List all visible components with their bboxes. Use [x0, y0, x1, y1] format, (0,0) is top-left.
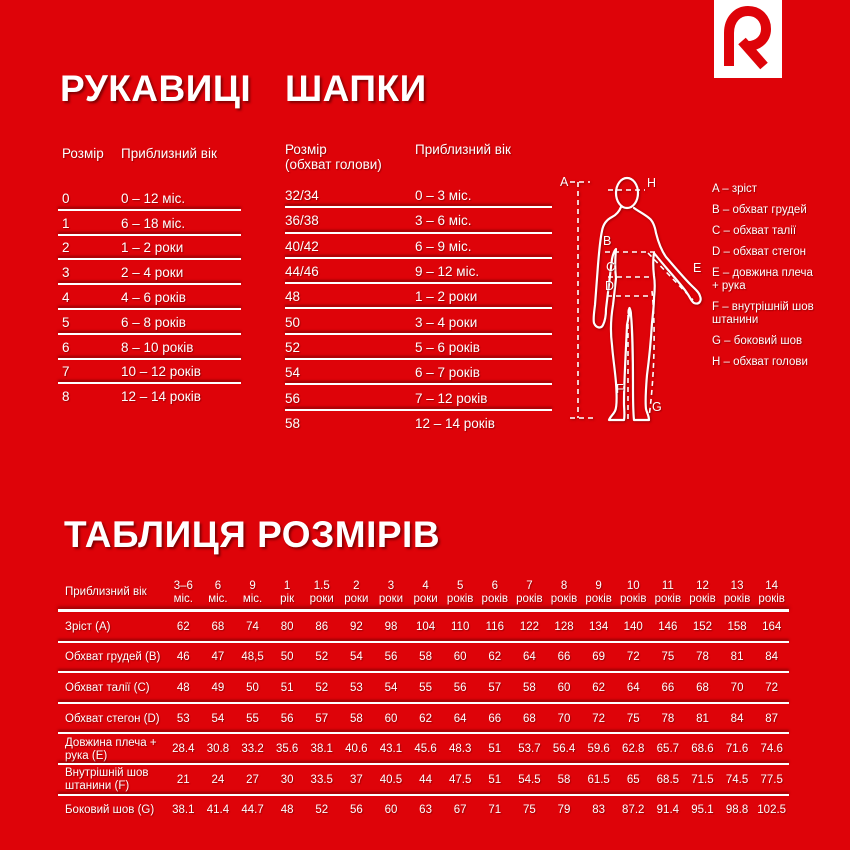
age-column-header — [408, 580, 443, 606]
cell-value: 110 — [451, 620, 470, 633]
legend-item: G – боковий шов — [712, 335, 803, 347]
cell-value: 27 — [246, 773, 259, 786]
age-column-unit: роки — [413, 592, 438, 605]
column-header-size-line2: (обхват голови) — [285, 157, 382, 172]
age-column-unit: років — [481, 592, 509, 605]
row-label: Боковий шов (G) — [65, 804, 155, 817]
cell-value: 41.4 — [206, 804, 230, 817]
age-column-unit: років — [654, 592, 682, 605]
cell-age: 12 – 14 років — [415, 415, 495, 431]
column-header-size-line1: Розмір — [285, 142, 327, 157]
cell-value: 68.6 — [691, 743, 714, 756]
age-column-value: 4 — [422, 579, 429, 592]
cell-value: 59.6 — [587, 743, 610, 756]
age-column-value: 3–6 — [173, 579, 193, 592]
hats-table — [285, 183, 552, 436]
measure-label-a: A — [560, 175, 569, 189]
column-header-size: Розмір — [62, 146, 104, 161]
age-column-unit: рік — [280, 592, 295, 605]
age-column-value: 7 — [526, 579, 533, 592]
cell-value: 140 — [623, 620, 643, 633]
age-column-header — [374, 580, 409, 606]
table-row — [58, 673, 789, 704]
age-column-value: 5 — [456, 579, 464, 592]
cell-value: 44 — [419, 773, 432, 786]
cell-value: 35.6 — [275, 743, 299, 756]
age-column-unit: років — [585, 592, 612, 605]
table-row — [285, 411, 552, 436]
cell-value: 56 — [280, 712, 294, 725]
cell-value: 37 — [349, 773, 363, 786]
measure-label-d: D — [605, 279, 615, 293]
cell-value: 56 — [453, 681, 467, 694]
cell-age: 3 – 4 роки — [415, 314, 478, 330]
table-row — [285, 284, 552, 309]
cell-value: 60 — [384, 712, 398, 725]
age-column-header — [547, 580, 582, 606]
table-row — [58, 285, 241, 310]
age-column-header — [512, 580, 547, 606]
age-column-header — [443, 580, 478, 606]
table-row — [285, 259, 552, 284]
cell-value: 53.7 — [518, 743, 541, 756]
cell-value: 164 — [762, 620, 782, 633]
cell-value: 104 — [415, 620, 436, 633]
cell-size: 32/34 — [285, 188, 319, 204]
age-column-unit: років — [619, 592, 647, 605]
age-column-value: 10 — [626, 579, 640, 592]
cell-value: 68.5 — [656, 773, 680, 786]
cell-value: 54.5 — [518, 773, 541, 786]
size-table — [58, 612, 789, 826]
cell-value: 71 — [488, 804, 502, 817]
table-row — [58, 310, 241, 335]
age-column-unit: років — [758, 592, 785, 605]
cell-age: 8 – 10 років — [121, 339, 194, 355]
cell-size: 56 — [285, 390, 301, 406]
cell-value: 72 — [626, 651, 640, 664]
cell-value: 158 — [727, 620, 747, 633]
cell-value: 57 — [488, 681, 502, 694]
cell-value: 66 — [661, 681, 675, 694]
cell-value: 62.8 — [622, 743, 645, 756]
cell-value: 74 — [246, 620, 259, 633]
cell-size: 1 — [62, 215, 70, 231]
mittens-table-header — [58, 146, 241, 161]
table-row — [58, 360, 241, 385]
cell-value: 56.4 — [552, 743, 576, 756]
table-row — [285, 183, 552, 208]
legend-item: C – обхват талії — [712, 225, 797, 237]
cell-value: 116 — [485, 620, 504, 633]
cell-size: 52 — [285, 339, 301, 355]
measure-label-c: C — [606, 260, 616, 274]
cell-value: 71.6 — [725, 743, 749, 756]
cell-value: 61.5 — [587, 773, 610, 786]
age-column-unit: років — [516, 592, 543, 605]
age-column-value: 11 — [661, 579, 674, 592]
cell-age: 0 – 3 міс. — [415, 188, 472, 204]
cell-value: 80 — [280, 620, 294, 633]
cell-age: 12 – 14 років — [121, 389, 201, 405]
legend-item: B – обхват грудей — [712, 204, 807, 216]
age-column-header — [685, 580, 720, 606]
cell-value: 68 — [696, 681, 709, 694]
measure-label-g: G — [652, 400, 662, 414]
cell-value: 45.6 — [414, 743, 437, 756]
cell-size: 0 — [62, 190, 70, 206]
cell-value: 67 — [453, 804, 467, 817]
r-monogram-icon — [714, 0, 782, 78]
cell-size: 6 — [62, 339, 70, 355]
table-row — [58, 211, 241, 236]
cell-value: 48 — [176, 681, 190, 694]
age-column-header — [166, 580, 201, 606]
age-column-value: 13 — [730, 579, 744, 592]
table-row — [58, 734, 789, 765]
age-column-header — [754, 580, 789, 606]
table-row — [285, 335, 552, 360]
cell-size: 5 — [62, 314, 70, 330]
cell-size: 40/42 — [285, 238, 319, 254]
cell-value: 54 — [211, 712, 225, 725]
table-row — [285, 385, 552, 410]
cell-value: 47.5 — [448, 773, 472, 786]
cell-age: 9 – 12 міс. — [415, 264, 480, 280]
cell-value: 152 — [692, 620, 713, 633]
column-header-age: Приблизний вік — [415, 142, 511, 157]
cell-value: 58 — [349, 712, 363, 725]
cell-value: 65.7 — [656, 743, 680, 756]
cell-value: 72 — [592, 712, 606, 725]
cell-value: 64 — [453, 712, 467, 725]
table-row — [58, 612, 789, 643]
cell-size: 44/46 — [285, 264, 319, 280]
age-column-header — [270, 580, 305, 606]
cell-value: 91.4 — [656, 804, 680, 817]
cell-value: 66 — [557, 651, 571, 664]
cell-value: 74.5 — [725, 773, 749, 786]
cell-value: 84 — [730, 712, 744, 725]
cell-size: 3 — [62, 265, 70, 281]
cell-value: 62 — [419, 712, 432, 725]
cell-value: 38.1 — [172, 804, 195, 817]
table-row — [58, 236, 241, 261]
cell-value: 65 — [626, 773, 640, 786]
age-column-unit: років — [689, 592, 716, 605]
table-row — [58, 260, 241, 285]
cell-value: 86 — [315, 620, 329, 633]
age-column-value: 8 — [560, 579, 568, 592]
cell-age: 6 – 18 міс. — [121, 215, 186, 231]
age-column-header — [201, 580, 236, 606]
age-column-value: 1 — [283, 579, 291, 592]
cell-value: 21 — [176, 773, 190, 786]
cell-value: 56 — [384, 651, 398, 664]
cell-value: 58 — [523, 681, 536, 694]
row-label: Обхват талії (C) — [65, 681, 150, 694]
cell-age: 3 – 6 міс. — [415, 213, 472, 229]
cell-age: 10 – 12 років — [121, 364, 201, 380]
cell-value: 51 — [280, 681, 294, 694]
age-column-unit: років — [550, 592, 578, 605]
cell-value: 48.3 — [448, 743, 472, 756]
cell-value: 30.8 — [206, 743, 230, 756]
cell-value: 146 — [658, 620, 678, 633]
cell-value: 55 — [419, 681, 432, 694]
cell-value: 50 — [246, 681, 259, 694]
age-column-value: 1.5 — [313, 579, 330, 592]
age-column-unit: років — [446, 592, 474, 605]
measure-label-e: E — [693, 261, 702, 275]
cell-value: 53 — [349, 681, 363, 694]
measurement-diagram — [558, 165, 710, 450]
cell-value: 84 — [765, 651, 779, 664]
age-column-value: 12 — [696, 579, 709, 592]
cell-value: 66 — [488, 712, 502, 725]
table-row — [58, 704, 789, 735]
cell-size: 36/38 — [285, 213, 319, 229]
legend-item: H – обхват голови — [712, 356, 808, 368]
cell-value: 58 — [557, 773, 571, 786]
age-column-value: 6 — [491, 579, 498, 592]
cell-age: 4 – 6 років — [121, 290, 186, 306]
cell-value: 43.1 — [379, 743, 403, 756]
cell-value: 134 — [589, 620, 609, 633]
cell-value: 30 — [280, 773, 294, 786]
measurement-legend — [712, 183, 814, 369]
cell-value: 64 — [626, 681, 640, 694]
row-label: Обхват грудей (B) — [65, 651, 161, 664]
cell-value: 102.5 — [757, 804, 787, 817]
age-column-header — [477, 580, 512, 606]
cell-age: 6 – 7 років — [415, 365, 480, 381]
cell-age: 5 – 6 років — [415, 339, 480, 355]
cell-value: 60 — [384, 804, 398, 817]
age-column-unit: роки — [344, 592, 369, 605]
legend-item: E – довжина плеча + рука — [712, 267, 813, 292]
cell-value: 48 — [280, 804, 294, 817]
cell-value: 83 — [592, 804, 606, 817]
row-label: Зріст (A) — [65, 620, 111, 633]
cell-value: 75 — [661, 651, 675, 664]
legend-item: A – зріст — [712, 183, 758, 195]
cell-value: 72 — [765, 681, 779, 694]
table-row — [58, 765, 789, 796]
cell-age: 0 – 12 міс. — [121, 190, 186, 206]
cell-value: 95.1 — [691, 804, 714, 817]
cell-value: 60 — [453, 651, 467, 664]
cell-value: 47 — [211, 651, 225, 664]
cell-value: 54 — [349, 651, 363, 664]
cell-value: 77.5 — [760, 773, 783, 786]
table-row — [285, 208, 552, 233]
cell-value: 87.2 — [622, 804, 645, 817]
cell-value: 50 — [280, 651, 294, 664]
cell-age: 6 – 8 років — [121, 314, 186, 330]
table-row — [58, 796, 789, 827]
table-row — [285, 309, 552, 334]
cell-value: 62 — [176, 620, 190, 633]
age-column-value: 14 — [765, 579, 779, 592]
cell-value: 70 — [557, 712, 571, 725]
table-row — [58, 384, 241, 409]
cell-size: 48 — [285, 289, 301, 305]
cell-value: 57 — [315, 712, 329, 725]
column-header-size — [285, 142, 415, 172]
cell-value: 52 — [315, 681, 329, 694]
age-column-header — [235, 580, 270, 606]
cell-value: 53 — [176, 712, 190, 725]
cell-value: 68 — [523, 712, 536, 725]
cell-value: 38.1 — [310, 743, 333, 756]
size-table-corner-label: Приблизний вік — [65, 586, 147, 598]
age-column-header — [339, 580, 374, 606]
cell-value: 70 — [730, 681, 744, 694]
measure-label-f: F — [616, 382, 624, 396]
cell-value: 56 — [349, 804, 363, 817]
cell-value: 40.5 — [379, 773, 403, 786]
cell-value: 55 — [246, 712, 259, 725]
cell-value: 74.6 — [760, 743, 783, 756]
cell-value: 64 — [523, 651, 536, 664]
cell-size: 7 — [62, 364, 70, 380]
cell-value: 79 — [557, 804, 571, 817]
cell-value: 33.5 — [310, 773, 333, 786]
cell-value: 78 — [661, 712, 675, 725]
column-header-age: Приблизний вік — [121, 146, 217, 161]
age-column-header — [581, 580, 616, 606]
age-column-header — [616, 580, 651, 606]
age-column-unit: років — [723, 592, 751, 605]
cell-age: 1 – 2 роки — [121, 240, 184, 256]
size-table-header — [58, 577, 789, 608]
measure-label-b: B — [603, 234, 612, 248]
cell-value: 28.4 — [172, 743, 195, 756]
table-row — [285, 234, 552, 259]
measure-label-h: H — [647, 176, 657, 190]
cell-value: 46 — [176, 651, 190, 664]
cell-value: 62 — [592, 681, 606, 694]
cell-value: 24 — [211, 773, 225, 786]
age-column-unit: роки — [309, 592, 334, 605]
cell-value: 62 — [488, 651, 502, 664]
legend-item: D – обхват стегон — [712, 246, 806, 258]
age-column-unit: міс. — [173, 592, 193, 605]
age-column-unit: міс. — [242, 592, 263, 605]
table-row — [58, 186, 241, 211]
cell-value: 71.5 — [691, 773, 714, 786]
hats-section-title: ШАПКИ — [285, 68, 427, 109]
cell-value: 58 — [419, 651, 432, 664]
cell-value: 52 — [315, 651, 329, 664]
age-column-value: 9 — [595, 579, 602, 592]
body-measurement-figure-icon — [558, 165, 710, 450]
cell-value: 33.2 — [241, 743, 264, 756]
age-column-value: 6 — [214, 579, 222, 592]
cell-size: 4 — [62, 290, 70, 306]
legend-item: F – внутрішній шов штанини — [712, 301, 814, 326]
cell-age: 6 – 9 міс. — [415, 238, 472, 254]
cell-value: 92 — [349, 620, 363, 633]
cell-value: 75 — [523, 804, 536, 817]
mittens-table — [58, 186, 241, 409]
table-row — [285, 360, 552, 385]
age-column-header — [651, 580, 686, 606]
cell-size: 50 — [285, 314, 301, 330]
cell-value: 98 — [384, 620, 398, 633]
cell-value: 54 — [384, 681, 398, 694]
cell-value: 68 — [211, 620, 225, 633]
cell-value: 81 — [696, 712, 709, 725]
age-column-value: 3 — [387, 579, 395, 592]
cell-size: 2 — [62, 240, 70, 256]
age-column-value: 2 — [353, 579, 360, 592]
cell-value: 75 — [626, 712, 640, 725]
row-label: Обхват стегон (D) — [65, 712, 160, 725]
table-row — [58, 335, 241, 360]
age-column-unit: роки — [378, 592, 404, 605]
size-table-title: ТАБЛИЦЯ РОЗМІРІВ — [64, 514, 441, 555]
cell-size: 58 — [285, 415, 301, 431]
row-label: Довжина плеча + рука (E) — [65, 736, 157, 762]
age-column-header — [720, 580, 755, 606]
cell-value: 69 — [592, 651, 606, 664]
age-column-value: 9 — [249, 579, 256, 592]
hats-table-header — [285, 142, 552, 172]
cell-age: 1 – 2 роки — [415, 289, 478, 305]
cell-value: 128 — [554, 620, 574, 633]
mittens-section-title: РУКАВИЦІ — [60, 68, 252, 109]
cell-size: 8 — [62, 389, 70, 405]
cell-age: 7 – 12 років — [415, 390, 488, 406]
cell-value: 40.6 — [345, 743, 368, 756]
cell-value: 48,5 — [241, 651, 264, 664]
cell-value: 122 — [519, 620, 539, 633]
cell-value: 98.8 — [725, 804, 749, 817]
cell-value: 52 — [315, 804, 329, 817]
cell-age: 2 – 4 роки — [121, 265, 184, 281]
age-column-header — [304, 580, 339, 606]
cell-value: 81 — [730, 651, 744, 664]
age-column-unit: міс. — [208, 592, 228, 605]
cell-size: 54 — [285, 365, 301, 381]
cell-value: 60 — [557, 681, 571, 694]
brand-logo — [714, 0, 782, 78]
cell-value: 51 — [488, 773, 502, 786]
cell-value: 63 — [419, 804, 432, 817]
cell-value: 49 — [211, 681, 225, 694]
row-label: Внутрішній шов штанини (F) — [65, 767, 149, 793]
cell-value: 44.7 — [241, 804, 264, 817]
cell-value: 51 — [488, 743, 502, 756]
cell-value: 87 — [765, 712, 779, 725]
cell-value: 78 — [696, 651, 709, 664]
table-row — [58, 643, 789, 674]
